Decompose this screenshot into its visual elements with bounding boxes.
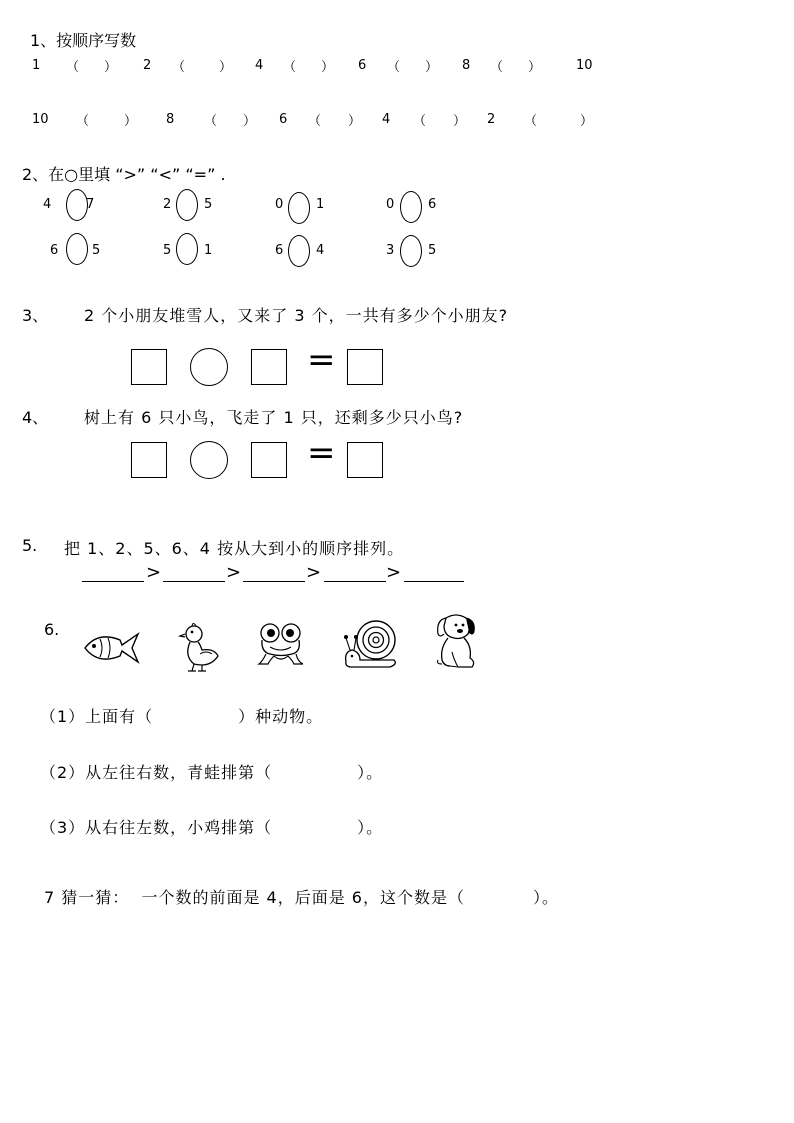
compare-circle[interactable] bbox=[400, 235, 422, 267]
q4-number: 4、 bbox=[22, 408, 49, 427]
paren-close: ） bbox=[453, 114, 467, 129]
paren-open: （ bbox=[387, 60, 401, 75]
q2-right: 4 bbox=[316, 243, 325, 258]
q2-left: 5 bbox=[163, 243, 172, 258]
paren-open: （ bbox=[76, 114, 90, 129]
paren-close: ） bbox=[425, 60, 439, 75]
compare-circle[interactable] bbox=[66, 233, 88, 265]
operator-circle[interactable] bbox=[190, 441, 228, 479]
q2-right: 5 bbox=[428, 243, 437, 258]
equals-sign: = bbox=[307, 340, 336, 380]
fish-icon bbox=[82, 628, 142, 668]
q2-left: 2 bbox=[163, 197, 172, 212]
q6-number: 6. bbox=[44, 620, 60, 639]
greater-than: > bbox=[306, 562, 322, 583]
q3-number: 3、 bbox=[22, 306, 49, 325]
q1-r2-4: 4 bbox=[382, 112, 391, 127]
chick-icon bbox=[178, 622, 224, 674]
paren-open: （ bbox=[524, 114, 538, 129]
q2-right: 5 bbox=[204, 197, 213, 212]
blank-line[interactable] bbox=[163, 581, 225, 582]
paren-open: （ bbox=[172, 60, 186, 75]
q1-r2-2: 2 bbox=[487, 112, 496, 127]
q4-text: 树上有 6 只小鸟，飞走了 1 只，还剩多少只小鸟? bbox=[84, 408, 464, 427]
puppy-icon bbox=[432, 612, 482, 670]
paren-close: ） bbox=[348, 114, 362, 129]
q1-r1-6: 6 bbox=[358, 58, 367, 73]
q6-sub1: （1）上面有（ ）种动物。 bbox=[40, 707, 324, 726]
q1-r2-8: 8 bbox=[166, 112, 175, 127]
q2-left: 0 bbox=[386, 197, 395, 212]
q1-r1-10: 10 bbox=[576, 58, 593, 73]
q2-left: 6 bbox=[50, 243, 59, 258]
q2-title: 2、在○里填 “>” “<” “=” . bbox=[22, 165, 226, 184]
paren-close: ） bbox=[528, 60, 542, 75]
q5-number: 5. bbox=[22, 536, 38, 555]
q1-r1-1: 1 bbox=[32, 58, 41, 73]
q1-r1-8: 8 bbox=[462, 58, 471, 73]
q7-text: 7 猜一猜： 一个数的前面是 4，后面是 6，这个数是（ ）。 bbox=[44, 888, 559, 907]
blank-line[interactable] bbox=[324, 581, 386, 582]
q1-title: 1、按顺序写数 bbox=[30, 31, 137, 50]
q3-text: 2 个小朋友堆雪人，又来了 3 个，一共有多少个小朋友? bbox=[84, 306, 509, 325]
answer-box[interactable] bbox=[131, 442, 167, 478]
equals-sign: = bbox=[307, 433, 336, 473]
paren-close: ） bbox=[580, 114, 594, 129]
q1-r2-10: 10 bbox=[32, 112, 49, 127]
frog-icon bbox=[256, 622, 306, 668]
q2-right: 5 bbox=[92, 243, 101, 258]
paren-open: （ bbox=[413, 114, 427, 129]
paren-close: ） bbox=[243, 114, 257, 129]
q2-left: 6 bbox=[275, 243, 284, 258]
compare-circle[interactable] bbox=[66, 189, 88, 221]
q2-left: 4 bbox=[43, 197, 52, 212]
blank-line[interactable] bbox=[243, 581, 305, 582]
greater-than: > bbox=[386, 562, 402, 583]
q2-right: 1 bbox=[316, 197, 325, 212]
paren-open: （ bbox=[66, 60, 80, 75]
paren-close: ） bbox=[321, 60, 335, 75]
operator-circle[interactable] bbox=[190, 348, 228, 386]
compare-circle[interactable] bbox=[176, 233, 198, 265]
q1-r1-2: 2 bbox=[143, 58, 152, 73]
q2-right: 1 bbox=[204, 243, 213, 258]
paren-open: （ bbox=[308, 114, 322, 129]
paren-open: （ bbox=[490, 60, 504, 75]
paren-open: （ bbox=[283, 60, 297, 75]
q1-r2-6: 6 bbox=[279, 112, 288, 127]
answer-box[interactable] bbox=[131, 349, 167, 385]
blank-line[interactable] bbox=[82, 581, 144, 582]
answer-box[interactable] bbox=[347, 349, 383, 385]
q2-left: 0 bbox=[275, 197, 284, 212]
answer-box[interactable] bbox=[251, 349, 287, 385]
paren-close: ） bbox=[104, 60, 118, 75]
greater-than: > bbox=[226, 562, 242, 583]
q6-sub3: （3）从右往左数，小鸡排第（ ）。 bbox=[40, 818, 384, 837]
q6-sub2: （2）从左往右数，青蛙排第（ ）。 bbox=[40, 763, 384, 782]
snail-icon bbox=[340, 616, 402, 672]
compare-circle[interactable] bbox=[400, 191, 422, 223]
blank-line[interactable] bbox=[404, 581, 464, 582]
q5-text: 把 1、2、5、6、4 按从大到小的顺序排列。 bbox=[64, 539, 405, 558]
answer-box[interactable] bbox=[347, 442, 383, 478]
paren-open: （ bbox=[204, 114, 218, 129]
paren-close: ） bbox=[219, 60, 233, 75]
paren-close: ） bbox=[124, 114, 138, 129]
q2-left: 3 bbox=[386, 243, 395, 258]
greater-than: > bbox=[146, 562, 162, 583]
q1-r1-4: 4 bbox=[255, 58, 264, 73]
compare-circle[interactable] bbox=[288, 192, 310, 224]
compare-circle[interactable] bbox=[176, 189, 198, 221]
compare-circle[interactable] bbox=[288, 235, 310, 267]
q2-right: 7 bbox=[86, 197, 95, 212]
q2-right: 6 bbox=[428, 197, 437, 212]
answer-box[interactable] bbox=[251, 442, 287, 478]
